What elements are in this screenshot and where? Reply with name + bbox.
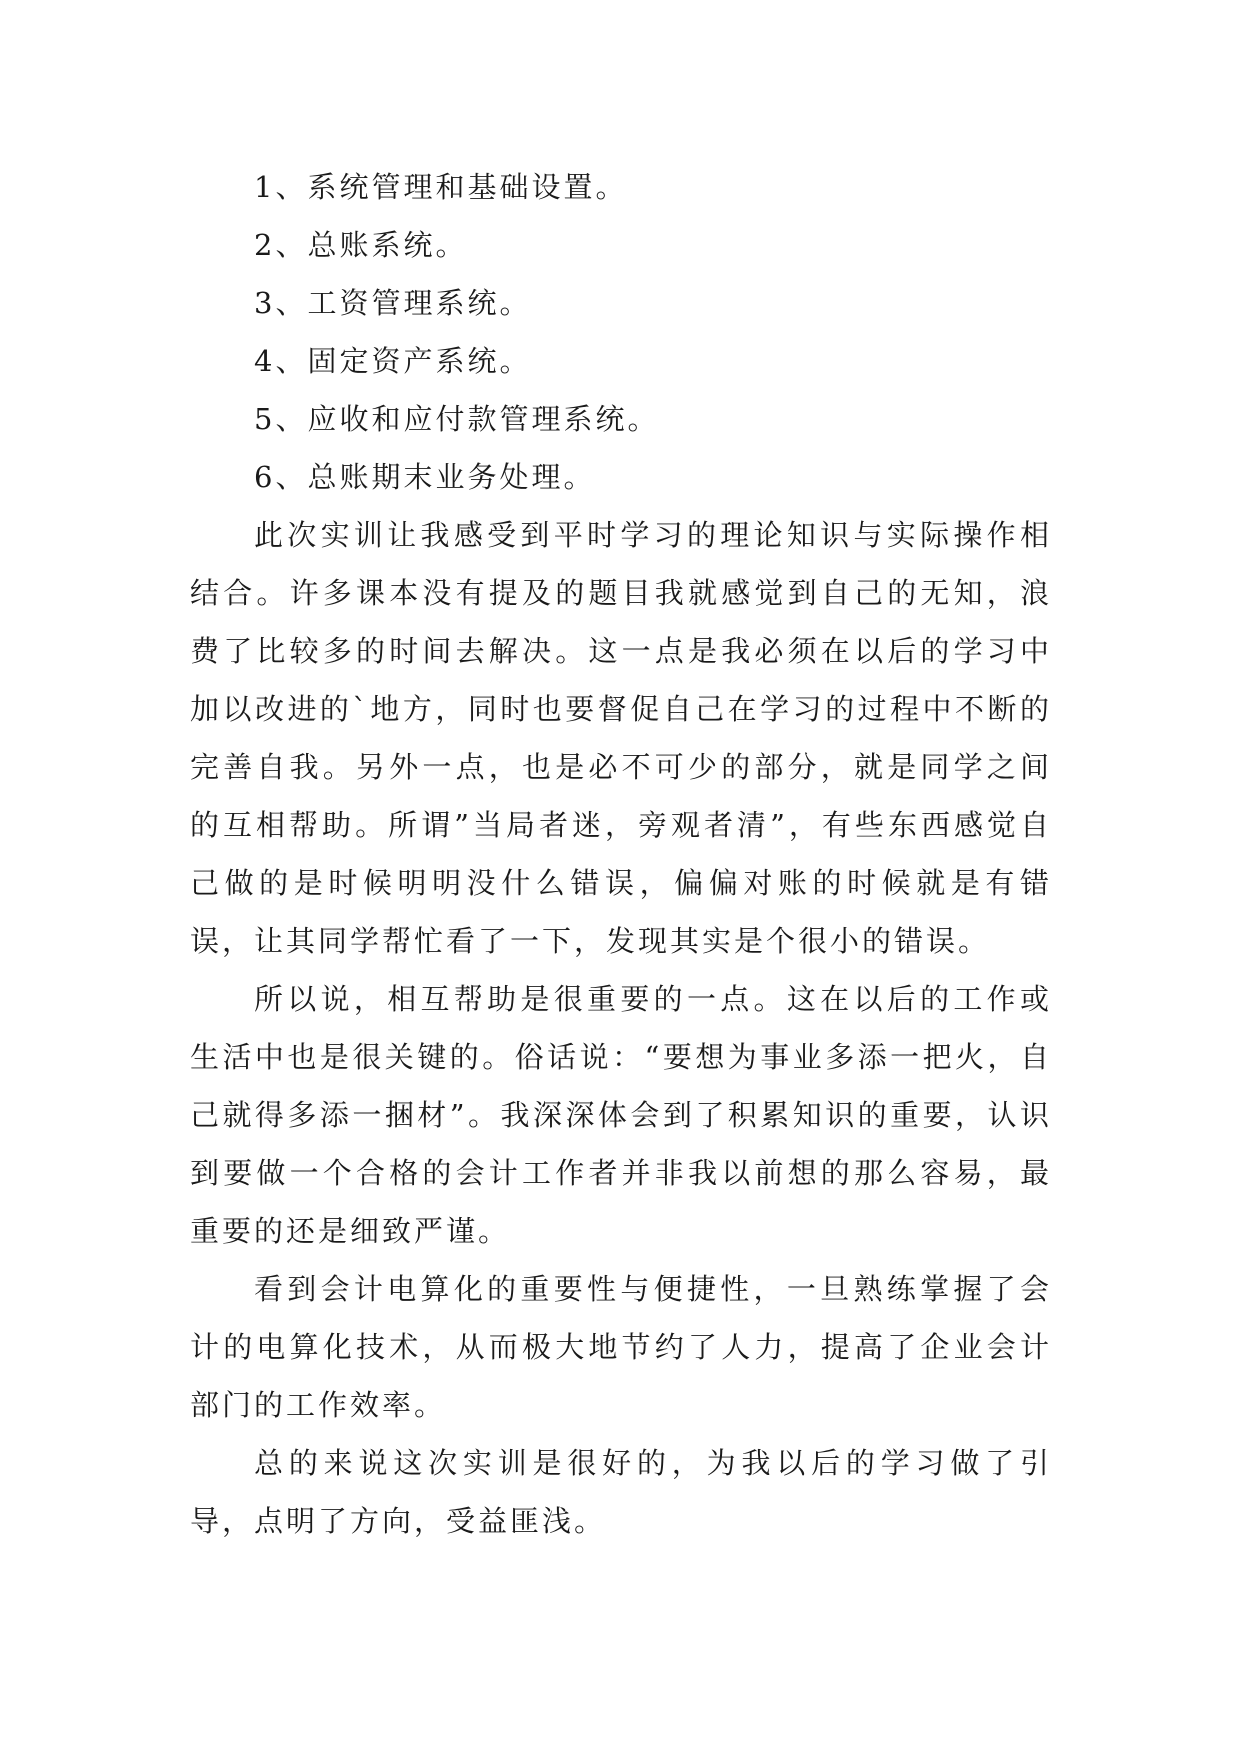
list-item: 2、总账系统。 [254,228,468,262]
list-item: 3、工资管理系统。 [254,286,532,320]
list-item: 1、系统管理和基础设置。 [254,170,628,204]
list-item: 6、总账期末业务处理。 [254,460,596,494]
list-item: 5、应收和应付款管理系统。 [254,402,660,436]
list-item: 4、固定资产系统。 [254,344,532,378]
paragraph-training-reflection: 此次实训让我感受到平时学习的理论知识与实际操作相结合。许多课本没有提及的题目我就感觉到自己的无知，浪费了比较多的时间去解决。这一点是我必须在以后的学习中加以改进的`地方，同时也要督促自己在学习的过程中不断的完善自我。另外一点，也是必不可少的部分，就是同学之间的互相帮助。所谓”当局者迷，旁观者清”，有些东西感觉自己做的是时候明明没什么错误，偏偏对账的时候就是有错误，让其同学帮忙看了一下，发现其实是个很小的错误。 [190,518,1052,958]
document-body [190,158,1052,1550]
paragraph-mutual-help: 所以说，相互帮助是很重要的一点。这在以后的工作或生活中也是很关键的。俗话说：“要想为事业多添一把火，自己就得多添一捆材”。我深深体会到了积累知识的重要，认识到要做一个合格的会计工作者并非我以前想的那么容易，最重要的还是细致严谨。 [190,982,1052,1248]
paragraph-conclusion: 总的来说这次实训是很好的，为我以后的学习做了引导，点明了方向，受益匪浅。 [190,1446,1052,1538]
paragraph-computerized-accounting: 看到会计电算化的重要性与便捷性，一旦熟练掌握了会计的电算化技术，从而极大地节约了人力，提高了企业会计部门的工作效率。 [190,1272,1052,1422]
module-list [190,158,1052,506]
